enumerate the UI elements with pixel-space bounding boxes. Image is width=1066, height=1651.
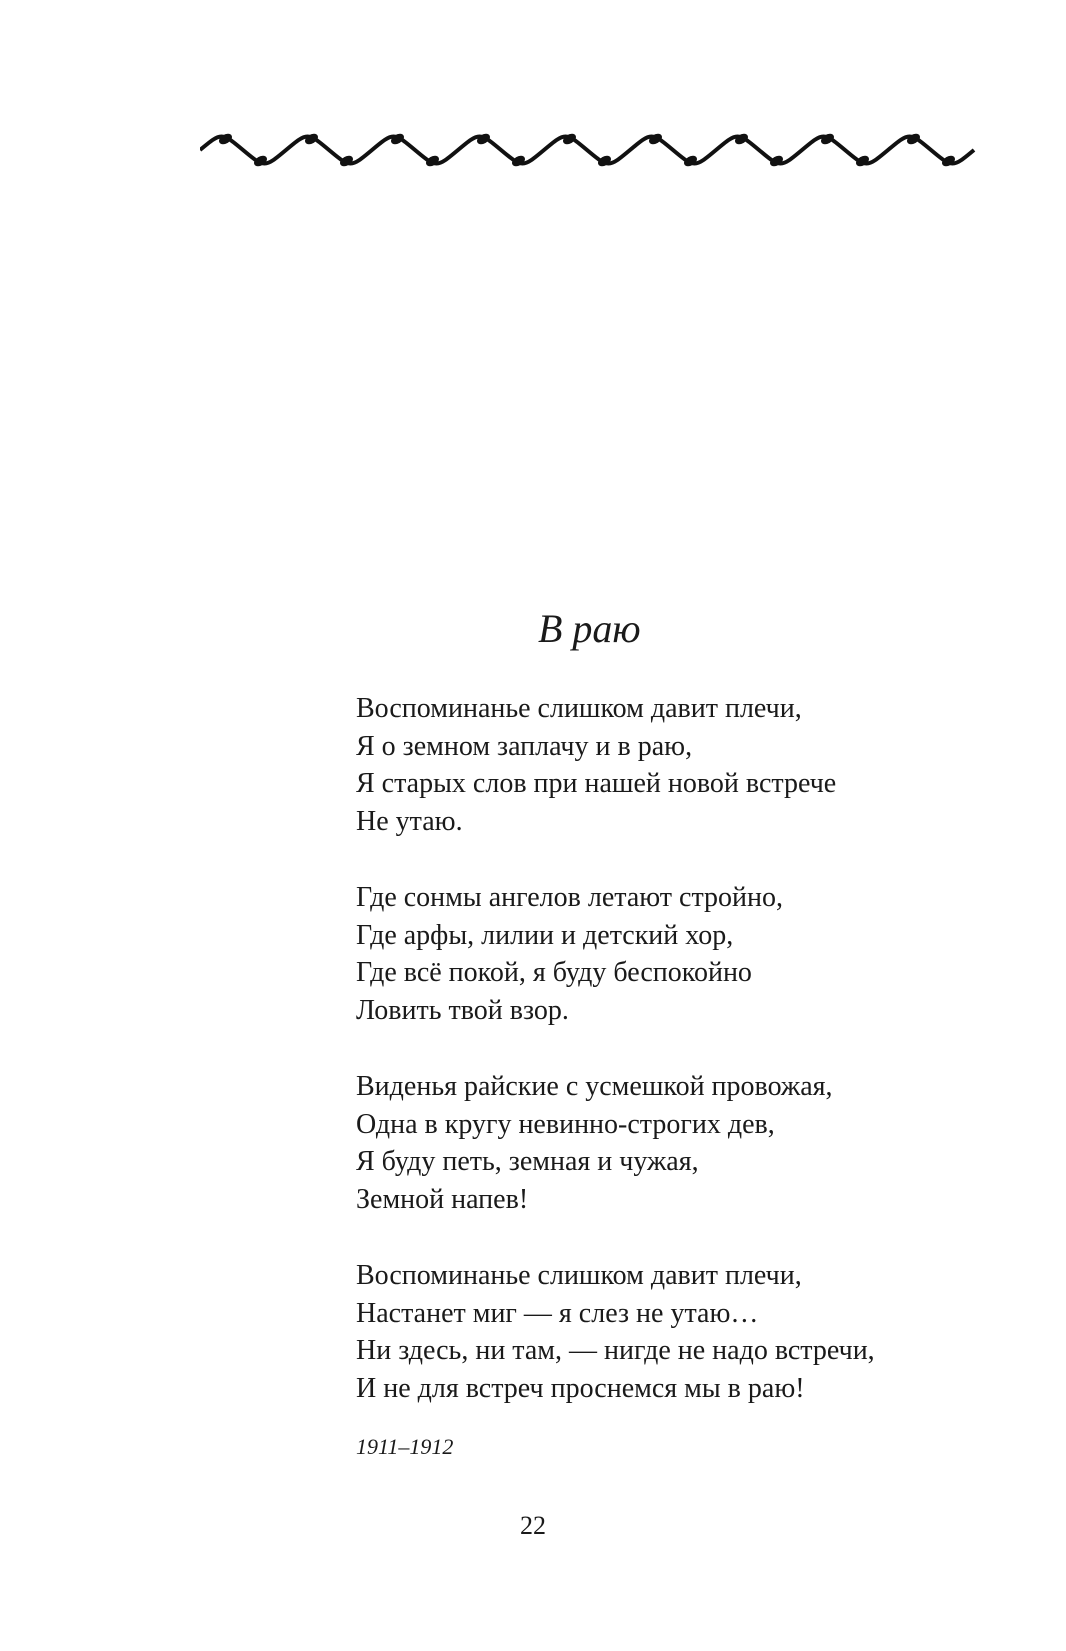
leaf-icon — [596, 154, 613, 169]
stanza — [356, 1068, 1036, 1218]
leaf-icon — [647, 132, 664, 147]
stanza — [356, 1257, 1036, 1407]
poem-line: Настанет миг — я слез не утаю… — [356, 1297, 759, 1329]
poem-line: Ловить твой взор. — [356, 994, 569, 1026]
leaf-icon — [768, 154, 785, 169]
poem-date: 1911–1912 — [356, 1434, 454, 1459]
leaf-icon — [424, 154, 441, 169]
vine-border-ornament — [200, 128, 990, 172]
page-number: 22 — [520, 1511, 546, 1540]
poem-line: Я о земном заплачу и в раю, — [356, 730, 693, 762]
poem-line: Земной напев! — [356, 1183, 529, 1215]
poem-title: В раю — [538, 606, 641, 651]
poem-line: Где арфы, лилии и детский хор, — [356, 919, 734, 951]
leaf-icon — [854, 154, 871, 169]
poem-line: Одна в кругу невинно-строгих дев, — [356, 1108, 775, 1140]
leaf-icon — [905, 132, 922, 147]
leaf-icon — [561, 132, 578, 147]
poem-line: Ни здесь, ни там, — нигде не надо встречи, — [356, 1335, 875, 1366]
poem-line: Не утаю. — [356, 805, 463, 837]
leaf-icon — [940, 154, 957, 169]
leaf-icon — [338, 154, 355, 169]
poem-line: Виденья райские с усмешкой провожая, — [356, 1071, 833, 1102]
leaf-icon — [682, 154, 699, 169]
leaf-icon — [733, 132, 750, 147]
leaf-icon — [389, 132, 406, 147]
poem-line: Где всё покой, я буду беспокойно — [356, 957, 752, 988]
poem-line: И не для встреч проснемся мы в раю! — [356, 1372, 805, 1404]
poem-body — [356, 690, 1036, 1446]
poem-line: Воспоминанье слишком давит плечи, — [356, 1260, 802, 1291]
stanza — [356, 690, 1036, 840]
poem-line: Я старых слов при нашей новой встрече — [356, 768, 837, 799]
leaf-icon — [252, 154, 269, 169]
leaf-icon — [510, 154, 527, 169]
leaf-icon — [217, 132, 234, 147]
stanza — [356, 879, 1036, 1029]
poem-line: Я буду петь, земная и чужая, — [356, 1146, 699, 1177]
leaf-icon — [475, 132, 492, 147]
leaf-icon — [303, 132, 320, 147]
poem-line: Воспоминанье слишком давит плечи, — [356, 693, 802, 724]
poem-line: Где сонмы ангелов летают стройно, — [356, 882, 784, 913]
leaf-icon — [819, 132, 836, 147]
